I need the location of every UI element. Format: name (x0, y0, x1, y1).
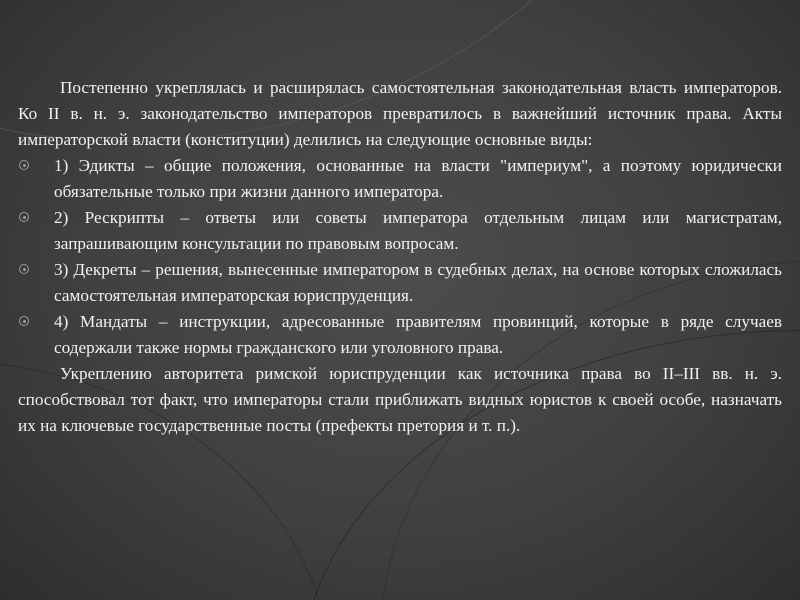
bullet-item-decrees (18, 257, 782, 309)
ring-bullet-icon (19, 160, 29, 170)
ring-bullet-icon (19, 212, 29, 222)
ring-bullet-icon (19, 316, 29, 326)
bullet-item-mandates (18, 309, 782, 361)
bullet-item-edicts (18, 153, 782, 205)
bullet-text: 2) Рескрипты – ответы или советы императора отдельным лицам или магистратам, запрашивающим консультации по правовым вопросам. (54, 208, 782, 253)
slide-body (18, 75, 782, 439)
ring-bullet-icon (19, 264, 29, 274)
bullet-text: 1) Эдикты – общие положения, основанные на власти "империум", а поэтому юридически обязательные только при жизни данного императора. (54, 156, 782, 201)
closing-paragraph: Укреплению авторитета римской юриспруденции как источника права во II–III вв. н. э. способствовал тот факт, что императоры стали приближать видных юристов к своей особе, назначать их на ключевые государственные посты (префекты претория и т. п.). (18, 364, 782, 435)
bullet-item-rescripts (18, 205, 782, 257)
bullet-text: 4) Мандаты – инструкции, адресованные правителям провинций, которые в ряде случаев содержали также нормы гражданского или уголовного права. (54, 312, 782, 357)
bullet-text: 3) Декреты – решения, вынесенные императором в судебных делах, на основе которых сложилась самостоятельная императорская юриспруденция. (54, 260, 782, 305)
intro-paragraph: Постепенно укреплялась и расширялась самостоятельная законодательная власть императоров. Ко II в. н. э. законодательство императоров превратилось в важнейший источник права. Акты императорской власти (конституции) делились на следующие основные виды: (18, 78, 782, 149)
